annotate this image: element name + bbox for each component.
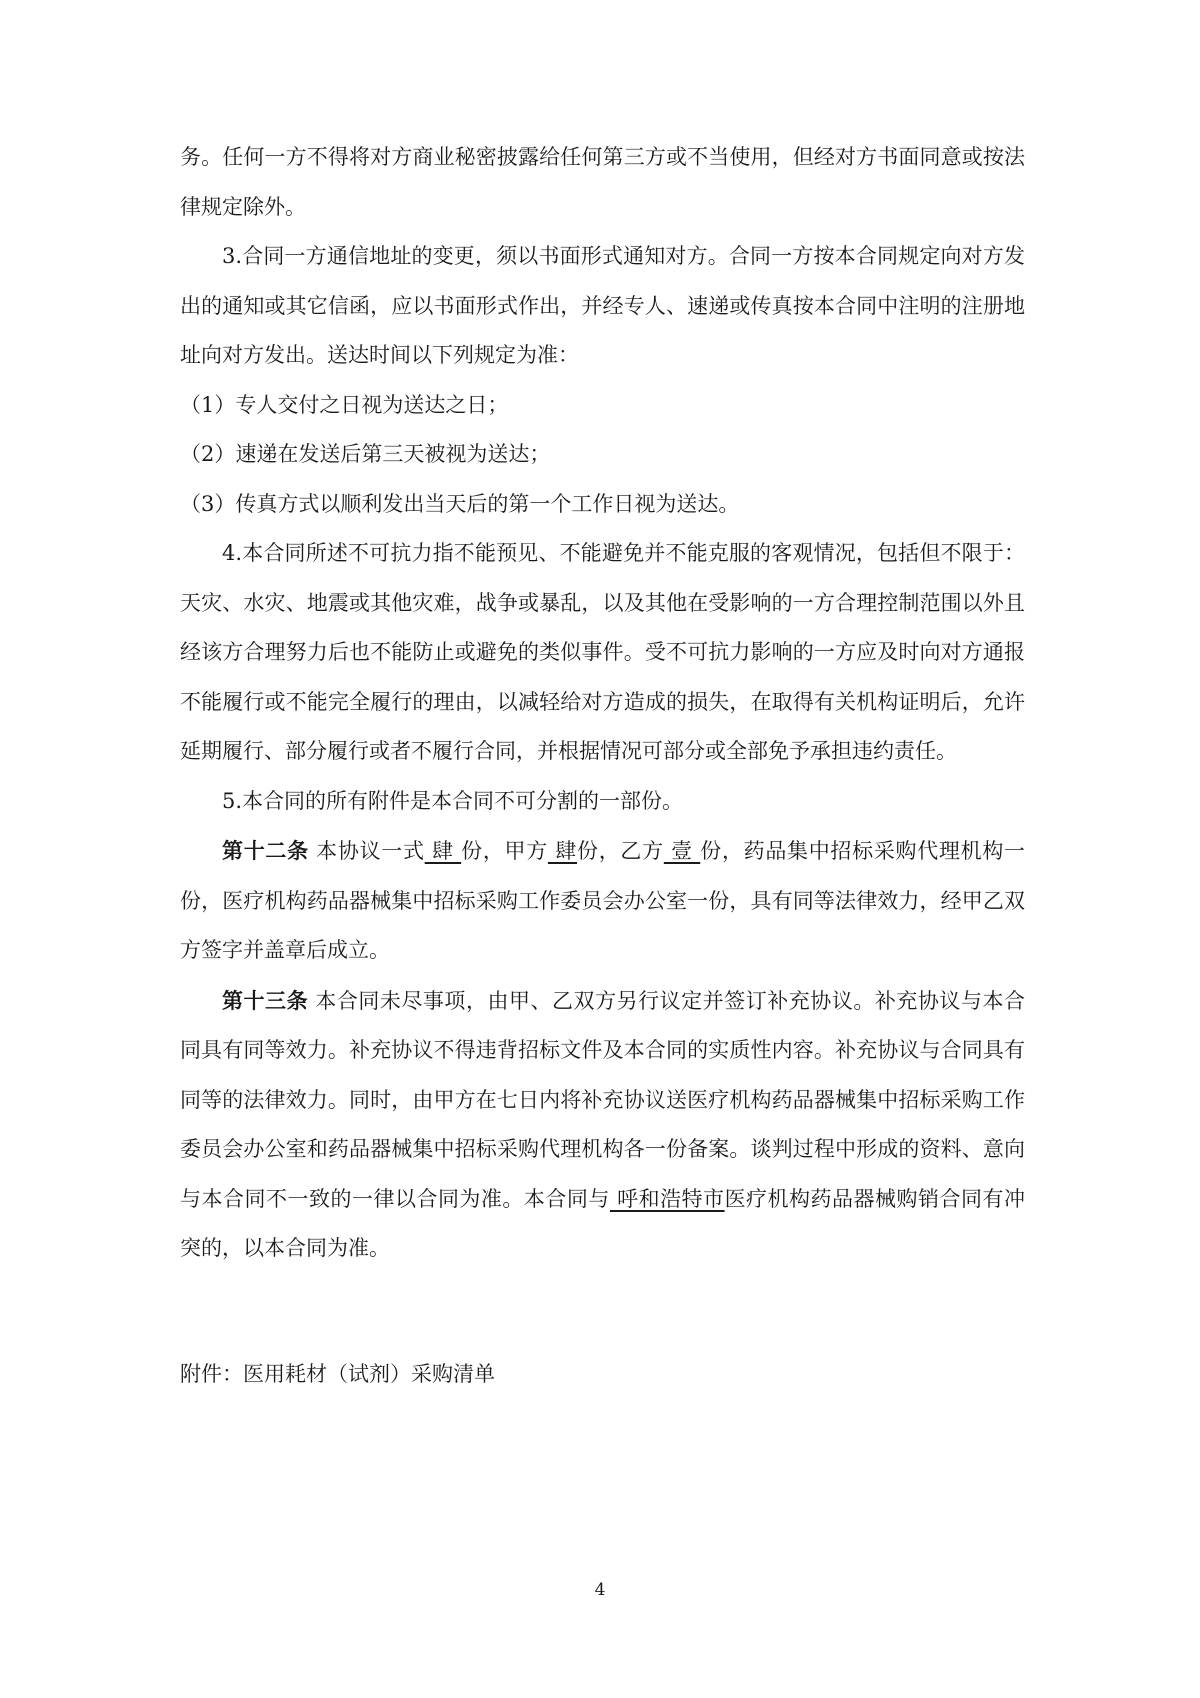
paragraph-force-majeure: 4.本合同所述不可抗力指不能预见、不能避免并不能克服的客观情况，包括但不限于：天灾、水灾、地震或其他灾难，战争或暴乱，以及其他在受影响的一方合理控制范围以外且经该方合理努力后也不能防止或避免的类似事件。受不可抗力影响的一方应及时向对方通报不能履行或不能完全履行的理由，以减轻给对方造成的损失，在取得有关机构证明后，允许延期履行、部分履行或者不履行合同，并根据情况可部分或全部免予承担违约责任。: [180, 541, 1025, 763]
document-body: [180, 133, 1025, 1399]
blank-line: [180, 1274, 1025, 1324]
article-twelve-text-2: 份，甲方: [461, 839, 548, 863]
article-twelve-copies-total: 肆: [424, 839, 462, 863]
article-twelve-copies-party-a: 肆: [547, 839, 577, 863]
article-twelve: [180, 826, 1025, 976]
article-twelve-heading: 第十二条: [222, 838, 309, 863]
attachment-note: 附件：医用耗材（试剂）采购清单: [180, 1361, 495, 1386]
article-twelve-text-1: 本协议一式: [308, 839, 425, 863]
list-item-delivery-express: （2）速递在发送后第三天被视为送达；: [180, 442, 551, 466]
page-number: 4: [594, 1580, 606, 1600]
article-thirteen-text-1: 本合同未尽事项，由甲、乙双方另行议定并签订补充协议。补充协议与本合同具有同等效力。补充协议不得违背招标文件及本合同的实质性内容。补充协议与合同具有同等的法律效力。同时，由甲方在七日内将补充协议送医疗机构药品器械集中招标采购工作委员会办公室和药品器械集中招标采购代理机构各一份备案。谈判过程中形成的资料、意向与本合同不一致的一律以合同为准。本合同与: [180, 988, 1025, 1211]
list-item-delivery-fax: （3）传真方式以顺利发出当天后的第一个工作日视为送达。: [180, 491, 740, 516]
article-thirteen: [180, 976, 1025, 1274]
article-twelve-copies-party-b: 壹: [663, 839, 701, 863]
article-twelve-text-4: 份，药品集中招标采购代理机构一份，医疗机构药品器械集中招标采购工作委员会办公室一份，具有同等法律效力，经甲乙双方签字并盖章后成立。: [180, 839, 1026, 962]
article-twelve-text-3: 份，乙方: [577, 839, 664, 863]
paragraph-address-change: 3.合同一方通信地址的变更，须以书面形式通知对方。合同一方按本合同规定向对方发出的通知或其它信函，应以书面形式作出，并经专人、速递或传真按本合同中注明的注册地址向对方发出。送达时间以下列规定为准：: [180, 244, 1025, 367]
article-thirteen-heading: 第十三条: [222, 987, 309, 1013]
article-thirteen-city: 呼和浩特市: [609, 1186, 725, 1211]
list-item-delivery-personal: （1）专人交付之日视为送达之日；: [180, 392, 509, 417]
paragraph-confidentiality: 务。任何一方不得将对方商业秘密披露给任何第三方或不当使用，但经对方书面同意或按法律规定除外。: [180, 145, 1025, 219]
paragraph-attachments: 5.本合同的所有附件是本合同不可分割的一部份。: [222, 788, 684, 813]
article-thirteen-text-2: 医疗机构药品器械购销合同有冲突的，以本合同为准。: [180, 1186, 1025, 1260]
